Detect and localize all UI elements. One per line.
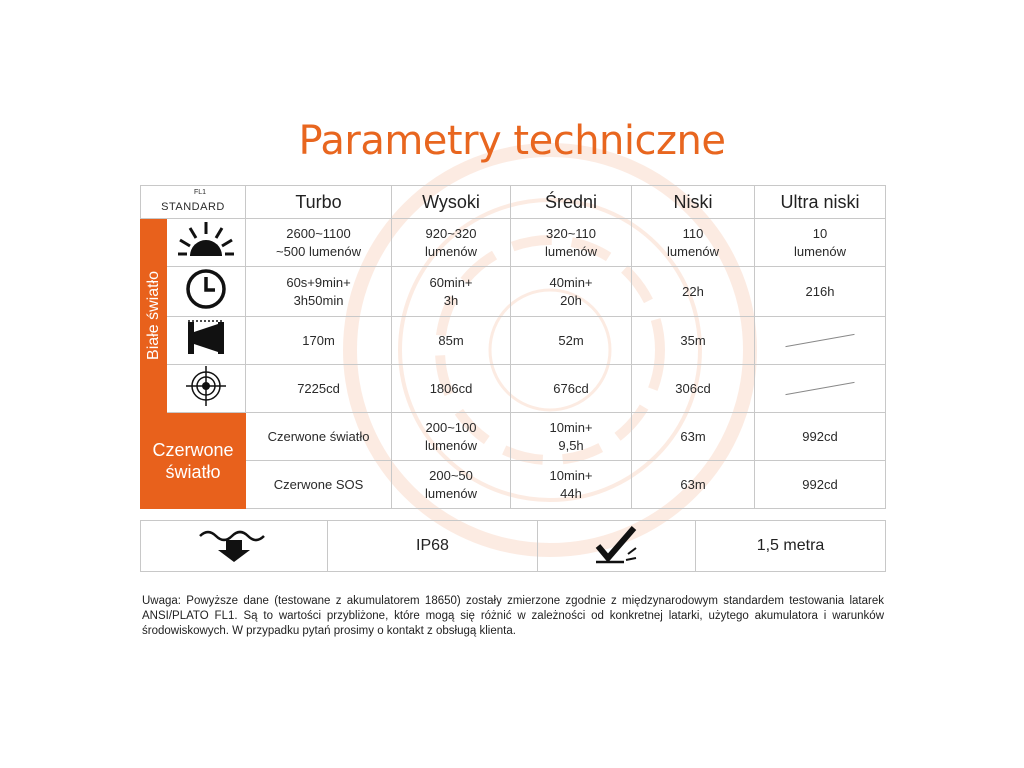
col-header-wysoki: Wysoki bbox=[392, 186, 511, 219]
cell-intensity-sredni: 676cd bbox=[511, 365, 632, 413]
brightness-icon bbox=[167, 219, 246, 267]
col-header-sredni: Średni bbox=[511, 186, 632, 219]
cell-lumens-ultra: 10 lumenów bbox=[755, 219, 886, 267]
cell-distance-ultra-empty bbox=[755, 317, 886, 365]
standard-label: STANDARD bbox=[161, 201, 225, 213]
cell-red-distance: 63m bbox=[632, 413, 755, 461]
cell-red-lumens: 200~100 lumenów bbox=[392, 413, 511, 461]
fl1-label: FL1 bbox=[193, 189, 207, 196]
ip-rating-value: IP68 bbox=[328, 521, 538, 572]
white-light-label: Białe światło bbox=[144, 271, 162, 360]
cell-intensity-ultra-empty bbox=[755, 365, 886, 413]
cell-runtime-turbo: 60s+9min+ 3h50min bbox=[246, 267, 392, 317]
beam-distance-icon bbox=[167, 317, 246, 365]
cell-sos-intensity: 992cd bbox=[755, 461, 886, 509]
cell-lumens-sredni: 320~110 lumenów bbox=[511, 219, 632, 267]
red-row-label: Czerwone światło bbox=[246, 413, 392, 461]
page-title: Parametry techniczne bbox=[298, 118, 726, 164]
cell-distance-niski: 35m bbox=[632, 317, 755, 365]
col-header-ultra-niski: Ultra niski bbox=[755, 186, 886, 219]
not-applicable-line bbox=[785, 382, 854, 395]
impact-resistance-value: 1,5 metra bbox=[696, 521, 886, 572]
cell-intensity-wysoki: 1806cd bbox=[392, 365, 511, 413]
cell-sos-lumens: 200~50 lumenów bbox=[392, 461, 511, 509]
cell-runtime-sredni: 40min+ 20h bbox=[511, 267, 632, 317]
cell-lumens-niski: 110 lumenów bbox=[632, 219, 755, 267]
col-header-turbo: Turbo bbox=[246, 186, 392, 219]
cell-distance-sredni: 52m bbox=[511, 317, 632, 365]
cell-red-intensity: 992cd bbox=[755, 413, 886, 461]
cell-lumens-turbo: 2600~1100 ~500 lumenów bbox=[246, 219, 392, 267]
col-header-niski: Niski bbox=[632, 186, 755, 219]
cell-intensity-turbo: 7225cd bbox=[246, 365, 392, 413]
target-intensity-icon bbox=[167, 365, 246, 413]
footnote: Uwaga: Powyższe dane (testowane z akumulatorem 18650) zostały zmierzone zgodnie z międzynarodowym standardem testowania latarek ANSI/PLATO FL1. Są to wartości przybliżone, które mogą się różnić w zależności od konkretnej latarki, użytego akumulatora i warunków środowiskowych. W przypadku pytań prosimy o kontakt z obsługą klienta. bbox=[142, 595, 884, 637]
red-sos-row-label: Czerwone SOS bbox=[246, 461, 392, 509]
cell-intensity-niski: 306cd bbox=[632, 365, 755, 413]
red-light-group: Czerwone światło bbox=[141, 413, 246, 509]
white-light-group bbox=[141, 219, 167, 413]
cell-runtime-niski: 22h bbox=[632, 267, 755, 317]
ip-rating-table bbox=[140, 520, 886, 572]
clock-icon bbox=[167, 267, 246, 317]
cell-red-runtime: 10min+ 9,5h bbox=[511, 413, 632, 461]
not-applicable-line bbox=[785, 334, 854, 347]
cell-sos-runtime: 10min+ 44h bbox=[511, 461, 632, 509]
fl1-standard-logo bbox=[141, 186, 246, 219]
spec-table bbox=[140, 185, 886, 509]
impact-resistance-icon bbox=[538, 521, 696, 572]
cell-distance-wysoki: 85m bbox=[392, 317, 511, 365]
cell-distance-turbo: 170m bbox=[246, 317, 392, 365]
cell-runtime-ultra: 216h bbox=[755, 267, 886, 317]
cell-lumens-wysoki: 920~320 lumenów bbox=[392, 219, 511, 267]
cell-sos-distance: 63m bbox=[632, 461, 755, 509]
waterproof-icon bbox=[141, 521, 328, 572]
cell-runtime-wysoki: 60min+ 3h bbox=[392, 267, 511, 317]
